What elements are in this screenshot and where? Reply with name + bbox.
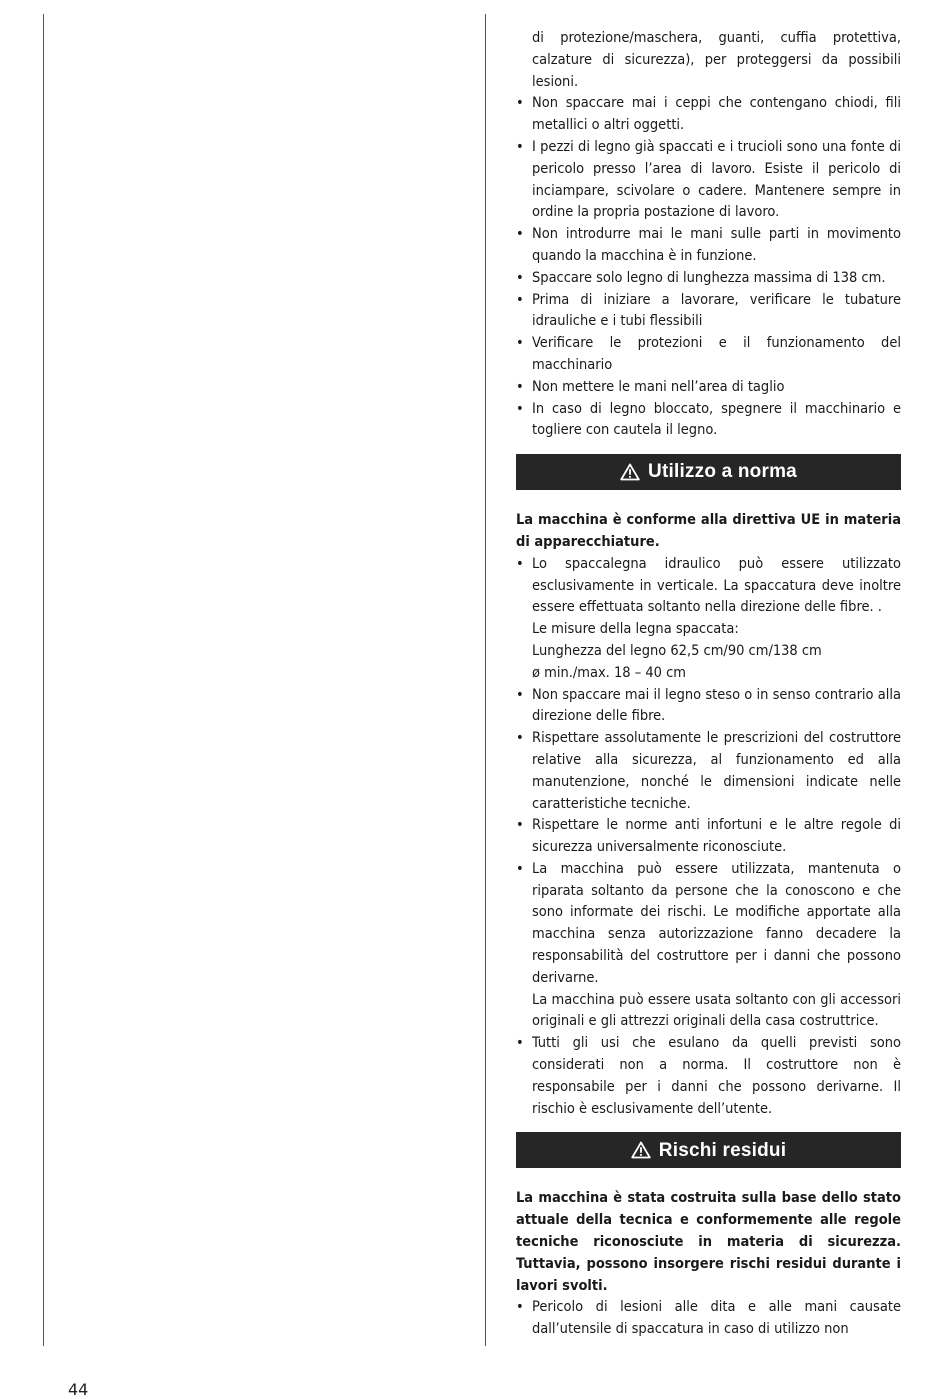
warning-triangle-icon xyxy=(631,1141,651,1159)
list-item: • Rispettare assolutamente le prescrizioni del costruttore relative alla sicurezza, al funzionamento ed alla manutenzione, nonché le dimensioni indicate nelle caratteristiche tecniche. xyxy=(516,728,901,815)
right-column xyxy=(516,28,901,1341)
section-header-rischi xyxy=(516,1132,901,1168)
list-item-text: La macchina può essere utilizzata, mantenuta o riparata soltanto da persone che la conoscono e che sono informate dei rischi. Le modifiche apportate alla macchina senza autorizzazione fanno decadere la responsabilità del costruttore per i danni che possono derivarne. xyxy=(532,860,901,986)
page-number: 44 xyxy=(68,1380,89,1399)
list-item: • Non introdurre mai le mani sulle parti in movimento quando la macchina è in funzione. xyxy=(516,224,901,268)
section-header-utilizzo xyxy=(516,454,901,490)
list-item: • Verificare le protezioni e il funzionamento del macchinario xyxy=(516,333,901,377)
list-item: • Spaccare solo legno di lunghezza massima di 138 cm. xyxy=(516,268,901,290)
list-item-text: Lo spaccalegna idraulico può essere utilizzato esclusivamente in verticale. La spaccatura deve inoltre essere effettuata soltanto nella direzione delle fibre. . xyxy=(532,555,901,616)
list-item xyxy=(516,859,901,1033)
list-item: • I pezzi di legno già spaccati e i trucioli sono una fonte di pericolo presso l’area di lavoro. Esiste il pericolo di inciampare, scivolare o cadere. Mantenere sempre in ordine la propria postazione di lavoro. xyxy=(516,137,901,224)
intro-continuation: di protezione/maschera, guanti, cuffia protettiva, calzature di sicurezza), per proteggersi da possibili lesioni. xyxy=(532,30,901,90)
list-item: • Non spaccare mai i ceppi che contengano chiodi, fili metallici o altri oggetti. xyxy=(516,93,901,137)
list-item xyxy=(516,554,901,685)
measures-length: Lunghezza del legno 62,5 cm/90 cm/138 cm xyxy=(532,642,822,659)
list-item: • Non spaccare mai il legno steso o in senso contrario alla direzione delle fibre. xyxy=(516,685,901,729)
accessories-note: La macchina può essere usata soltanto con gli accessori originali e gli attrezzi originali della casa costruttrice. xyxy=(532,991,901,1030)
list-item: • Tutti gli usi che esulano da quelli previsti sono considerati non a norma. Il costruttore non è responsabile per i danni che possono derivarne. Il rischio è esclusivamente dell’utente. xyxy=(516,1033,901,1120)
section-title: Rischi residui xyxy=(658,1139,787,1161)
list-item: • Non mettere le mani nell’area di taglio xyxy=(516,377,901,399)
warning-triangle-icon xyxy=(620,463,640,481)
section-intro: La macchina è conforme alla direttiva UE in materia di apparecchiature. xyxy=(516,512,901,550)
safety-bullet-list xyxy=(516,93,901,442)
section-title: Utilizzo a norma xyxy=(648,461,797,483)
list-item: • In caso di legno bloccato, spegnere il macchinario e togliere con cautela il legno. xyxy=(516,399,901,443)
list-item: • Pericolo di lesioni alle dita e alle mani causate dall’utensile di spaccatura in caso di utilizzo non xyxy=(516,1297,901,1341)
measures-diameter: ø min./max. 18 – 40 cm xyxy=(532,664,686,681)
column-rule-middle xyxy=(485,14,486,1346)
section-intro: La macchina è stata costruita sulla base dello stato attuale della tecnica e conformemente alle regole tecniche riconosciute in materia di sicurezza. Tuttavia, possono insorgere rischi residui durante i lavori svolti. xyxy=(516,1190,901,1294)
list-item: • Prima di iniziare a lavorare, verificare le tubature idrauliche e i tubi flessibili xyxy=(516,290,901,334)
column-rule-left xyxy=(43,14,44,1346)
measures-label: Le misure della legna spaccata: xyxy=(532,621,739,638)
list-item: • Rispettare le norme anti infortuni e le altre regole di sicurezza universalmente riconosciute. xyxy=(516,815,901,859)
